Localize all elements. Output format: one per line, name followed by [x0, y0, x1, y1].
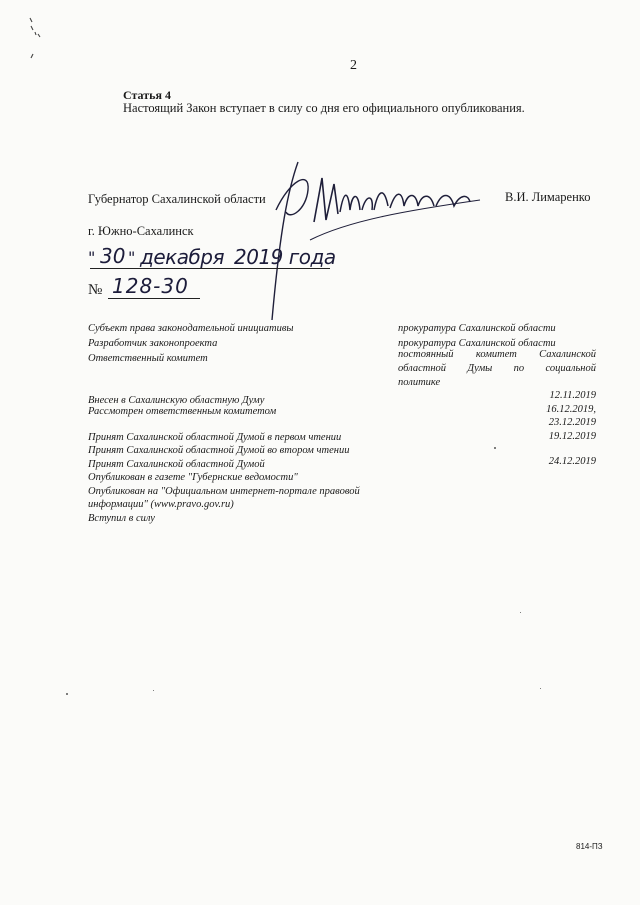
scan-speck: [520, 612, 521, 613]
date-year: 2019 года: [234, 245, 336, 269]
info-published-newspaper-label: Опубликован в газете "Губернские ведомости": [88, 472, 298, 483]
info-committee-value-3: политике: [398, 377, 441, 388]
number-sign: №: [88, 282, 103, 298]
governor-title: Губернатор Сахалинской области: [88, 192, 266, 206]
number-underline: [108, 298, 200, 299]
info-adopted-date: 24.12.2019: [548, 456, 596, 467]
info-second-reading-label: Принят Сахалинской областной Думой во втором чтении: [88, 445, 350, 456]
info-first-reading-label: Принят Сахалинской областной Думой в первом чтении: [88, 432, 342, 443]
info-introduced-date: 12.11.2019: [549, 390, 596, 401]
date-open-quote: ": [88, 248, 96, 267]
scan-speck: [540, 688, 541, 689]
article-text: Настоящий Закон вступает в силу со дня его официального опубликования.: [123, 101, 525, 115]
info-subject-label: Субъект права законодательной инициативы: [88, 323, 294, 334]
scan-speck: [494, 447, 496, 449]
corner-marks: [22, 14, 52, 64]
info-introduced-label: Внесен в Сахалинскую областную Думу: [88, 395, 265, 406]
governor-signature: [270, 150, 500, 330]
info-entered-force-label: Вступил в силу: [88, 513, 155, 524]
date-underline: [90, 268, 330, 269]
info-reviewed-label: Рассмотрен ответственным комитетом: [88, 406, 277, 417]
info-developer-value: прокуратура Сахалинской области: [398, 338, 556, 349]
info-published-portal-label-2: информации" (www.pravo.gov.ru): [88, 499, 234, 510]
document-code: 814-ПЗ: [576, 842, 603, 851]
scan-speck: [66, 693, 68, 695]
article-heading: Статья 4: [123, 88, 171, 102]
info-developer-label: Разработчик законопроекта: [88, 338, 218, 349]
date-day: 30: [100, 244, 126, 268]
info-committee-value-2: областной Думы по социальной: [398, 363, 596, 374]
date-month: декабря: [140, 245, 225, 269]
info-published-portal-label-1: Опубликован на "Официальном интернет-портале правовой: [88, 486, 360, 497]
city: г. Южно-Сахалинск: [88, 224, 194, 238]
info-reviewed-date-1: 16.12.2019,: [546, 404, 596, 415]
info-committee-label: Ответственный комитет: [88, 353, 208, 364]
info-adopted-label: Принят Сахалинской областной Думой: [88, 459, 265, 470]
info-first-reading-date: 19.12.2019: [548, 431, 596, 442]
info-committee-value-1: постоянный комитет Сахалинской: [398, 349, 596, 360]
date-close-quote: ": [128, 248, 136, 267]
info-subject-value: прокуратура Сахалинской области: [398, 323, 556, 334]
governor-name: В.И. Лимаренко: [505, 190, 591, 204]
page-number: 2: [350, 58, 357, 73]
info-reviewed-date-2: 23.12.2019: [548, 417, 596, 428]
law-number: 128-30: [112, 274, 189, 298]
scan-speck: [153, 690, 154, 691]
